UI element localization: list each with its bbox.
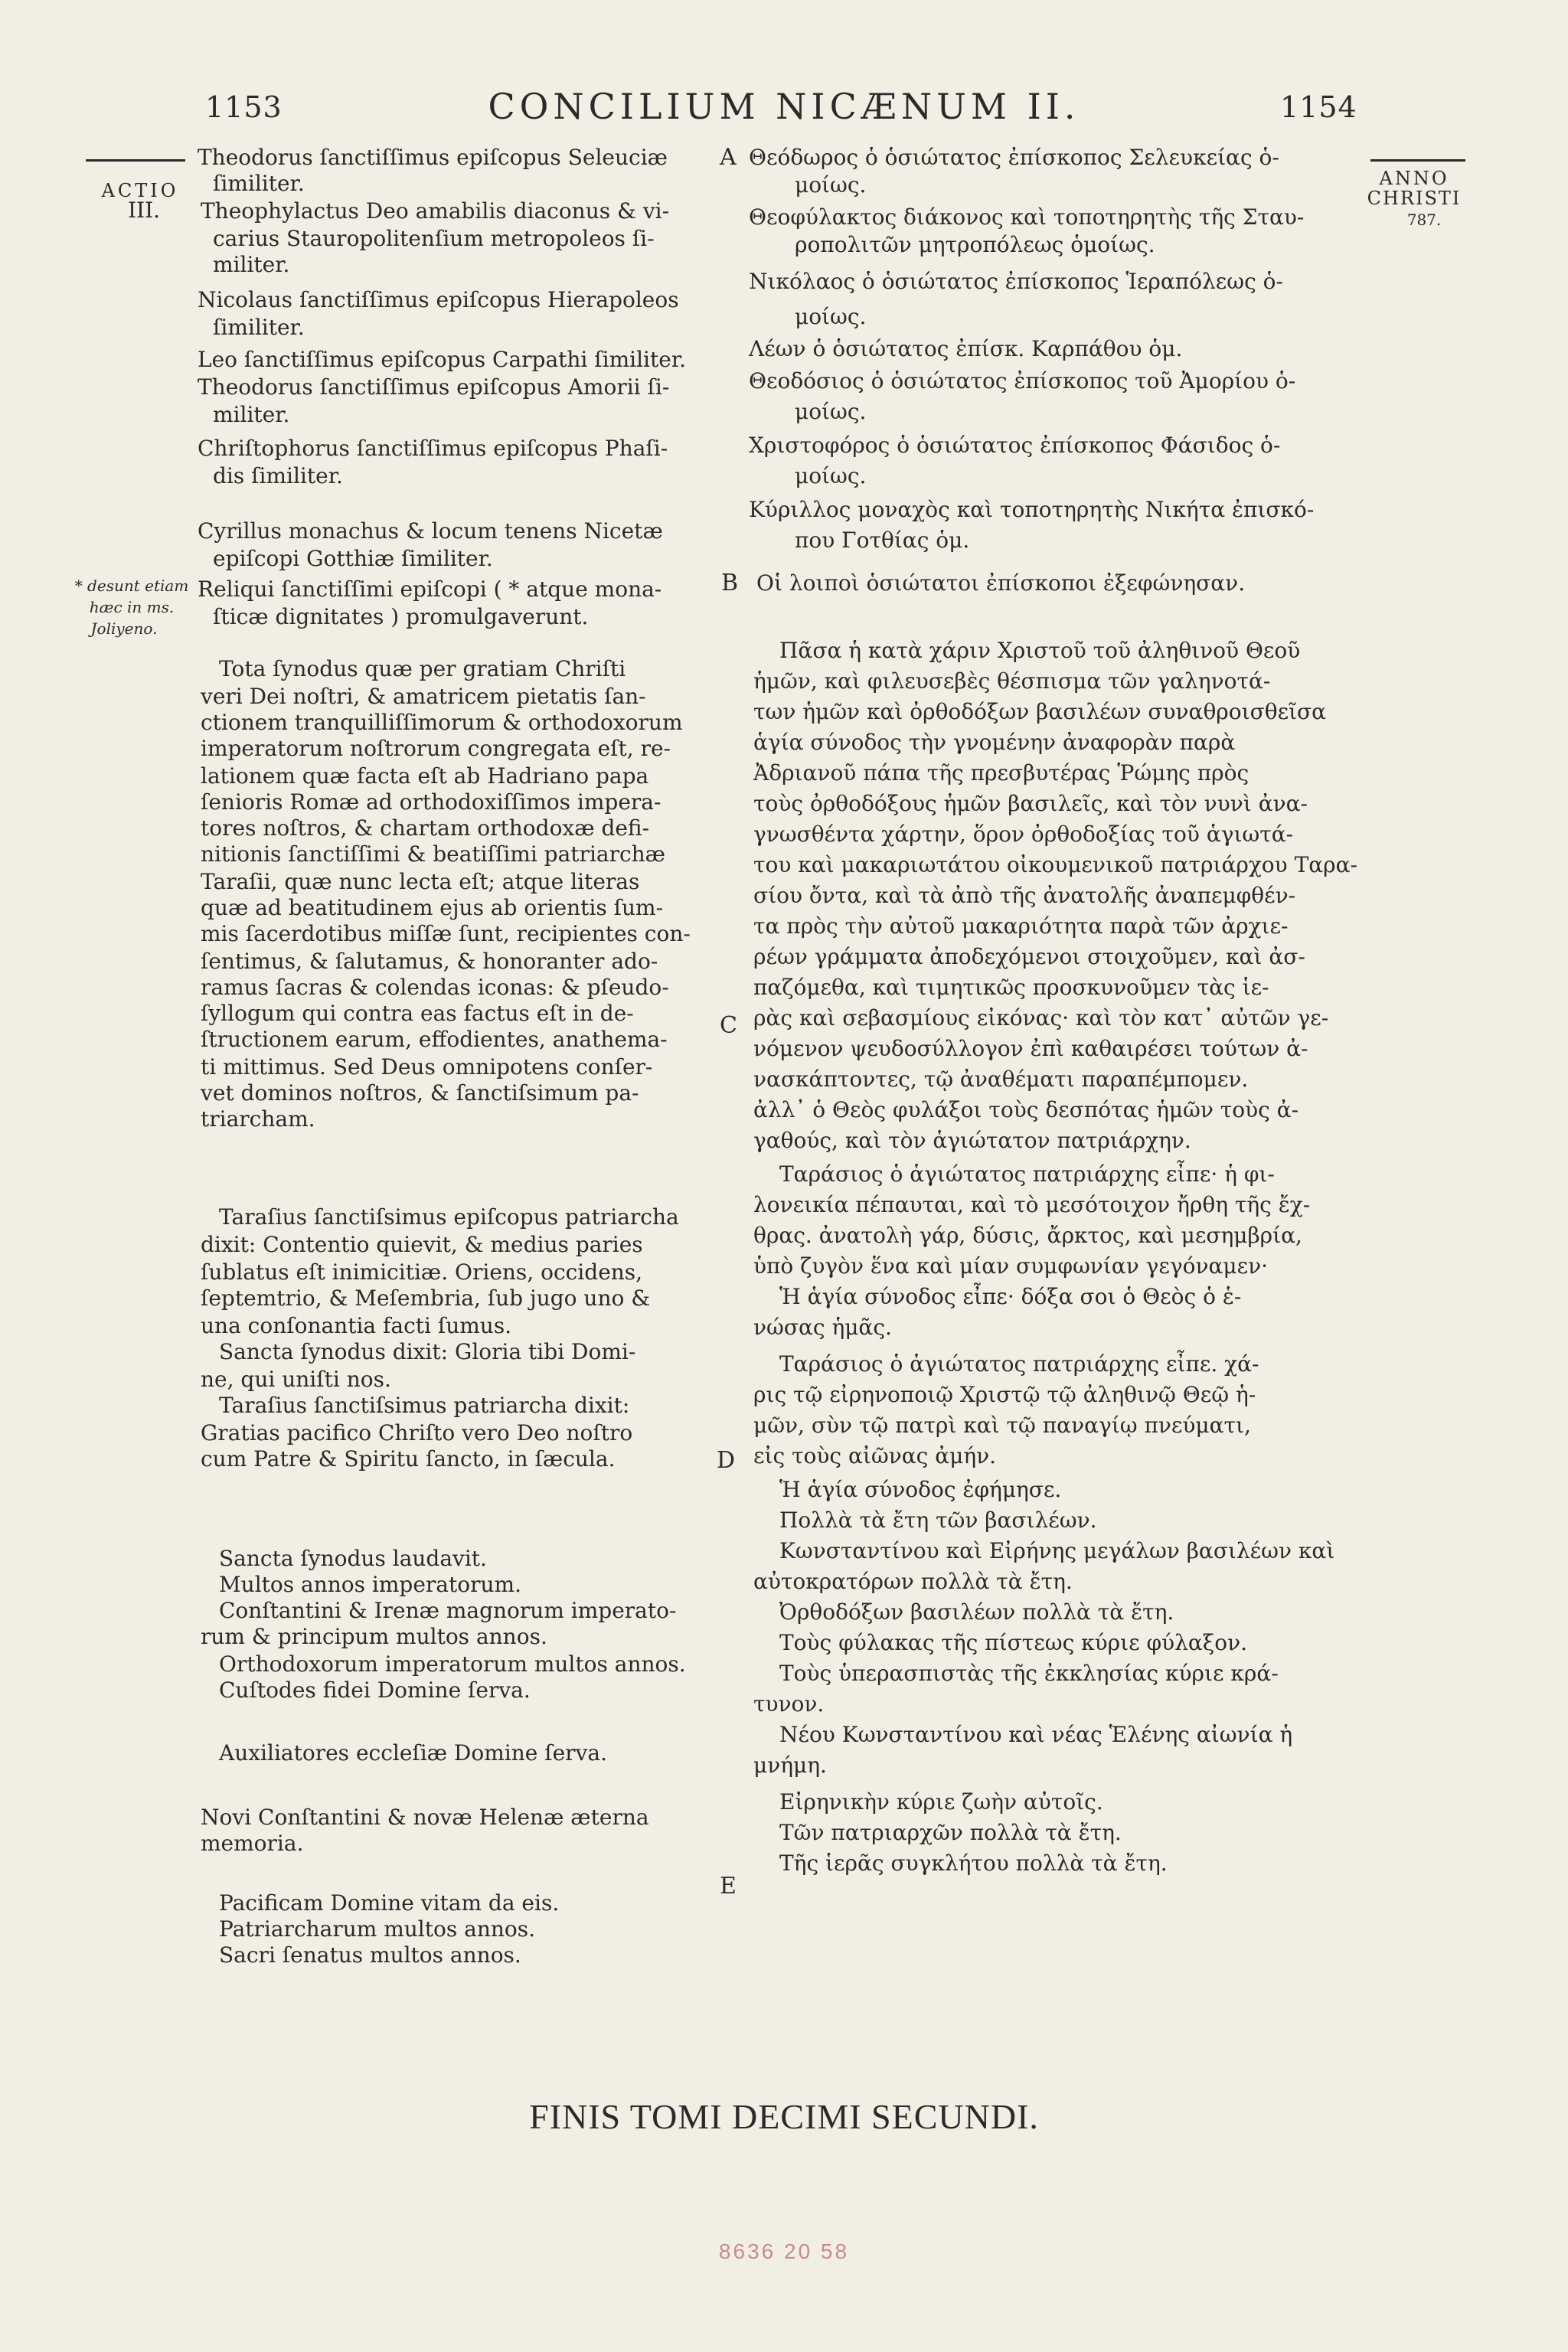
greek-line: Τῆς ἱερᾶς συγκλήτου πολλὰ τὰ ἔτη. [779,1851,1168,1876]
latin-line: Cuſtodes fidei Domine ſerva. [219,1677,531,1703]
latin-line: una conſonantia facti ſumus. [201,1313,512,1338]
greek-line: ροπολιτῶν μητροπόλεως ὁμοίως. [795,232,1155,257]
greek-line: μοίως. [795,304,867,329]
latin-line: vet dominos noſtros, & ſanctiſsimum pa- [201,1080,639,1106]
greek-line: αὐτοκρατόρων πολλὰ τὰ ἔτη. [753,1569,1073,1594]
latin-line: Theophylactus Deo amabilis diaconus & vi- [201,198,670,224]
latin-line: ſimiliter. [213,315,305,340]
latin-line: rum & principum multos annos. [201,1624,547,1649]
latin-line: Sancta ſynodus dixit: Gloria tibi Domi- [219,1339,636,1364]
latin-line: Orthodoxorum imperatorum multos annos. [219,1651,686,1677]
greek-line: Ἡ ἁγία σύνοδος εἶπε· δόξα σοι ὁ Θεὸς ὁ ἑ- [779,1284,1242,1309]
greek-line: τοὺς ὀρθοδόξους ἡμῶν βασιλεῖς, καὶ τὸν νυνὶ ἀνα- [753,791,1308,816]
latin-line: Chriſtophorus ſanctiſſimus epiſcopus Phaſi- [198,436,668,461]
greek-line: μοίως. [795,399,867,424]
latin-line: ſimiliter. [213,171,305,196]
greek-line: Ὀρθοδόξων βασιλέων πολλὰ τὰ ἔτη. [779,1599,1174,1625]
greek-line: γνωσθέντα χάρτην, ὅρον ὀρθοδοξίας τοῦ ἁγιωτά- [753,822,1294,847]
latin-line: triarcham. [201,1106,315,1132]
margin-note-line-2: hæc in ms. [89,598,175,616]
latin-line: Cyrillus monachus & locum tenens Nicetæ [198,518,663,544]
greek-line: ἡμῶν, καὶ φιλευσεβὲς θέσπισμα τῶν γαληνοτά- [753,668,1271,694]
greek-line: των ἡμῶν καὶ ὀρθοδόξων βασιλέων συναθροισθεῖσα [753,699,1327,724]
latin-line: nitionis ſanctiſſimi & beatiſſimi patriarchæ [201,841,666,867]
greek-line: Ἀδριανοῦ πάπα τῆς πρεσβυτέρας Ῥώμης πρὸς [753,760,1250,786]
greek-line: παζόμεθα, καὶ τιμητικῶς προσκυνοῦμεν τὰς ἱε- [753,975,1269,1000]
page-number-right: 1154 [1280,90,1357,124]
latin-line: Taraſius ſanctiſsimus epiſcopus patriarcha [219,1204,679,1230]
page-number-left: 1153 [205,90,283,124]
greek-line: λονεικία πέπαυται, καὶ τὸ μεσότοιχον ἤρθη τῆς ἔχ- [753,1192,1311,1217]
latin-line: Reliqui ſanctiſſimi epiſcopi ( * atque mona- [198,577,662,602]
latin-line: Patriarcharum multos annos. [219,1916,536,1942]
greek-line: Ἡ ἁγία σύνοδος ἐφήμησε. [779,1477,1062,1502]
greek-line: νώσας ἡμᾶς. [753,1315,892,1340]
latin-line: ti mittimus. Sed Deus omnipotens conſer- [201,1054,653,1080]
margin-note-line-3: Joliyeno. [90,619,158,638]
latin-line: Leo ſanctiſſimus epiſcopus Carpathi ſimiliter. [198,347,687,372]
greek-line: Κύριλλος μοναχὸς καὶ τοποτηρητὴς Νικήτα ἐπισκό- [749,497,1315,522]
running-title: CONCILIUM NICÆNUM II. [488,86,1080,127]
latin-line: dis ſimiliter. [213,463,343,488]
latin-line: imperatorum noſtrorum congregata eſt, re- [201,736,671,761]
section-letter-b: B [721,570,739,596]
latin-line: cum Patre & Spiritu ſancto, in ſæcula. [201,1446,616,1472]
latin-line: veri Dei noſtri, & amatricem pietatis ſan- [201,684,646,709]
greek-line: νασκάπτοντες, τῷ ἀναθέματι παραπέμπομεν. [753,1067,1249,1092]
latin-line: Sacri ſenatus multos annos. [219,1942,521,1968]
latin-line: Auxiliatores eccleſiæ Domine ſerva. [219,1740,607,1766]
greek-line: νόμενον ψευδοσύλλογον ἐπὶ καθαιρέσει τούτων ἀ- [753,1036,1308,1061]
latin-line: quæ ad beatitudinem ejus ab orientis ſum- [201,895,664,920]
finis-line: FINIS TOMI DECIMI SECUNDI. [529,2097,1039,2136]
section-letter-d: D [717,1447,736,1474]
latin-line: Multos annos imperatorum. [219,1572,521,1597]
margin-year: 787. [1406,211,1442,229]
greek-line: σίου ὄντα, καὶ τὰ ἀπὸ τῆς ἀνατολῆς ἀναπεμφθέν- [753,883,1296,908]
greek-line: Πᾶσα ἡ κατὰ χάριν Χριστοῦ τοῦ ἀληθινοῦ Θεοῦ [779,638,1301,663]
greek-line: Νέου Κωνσταντίνου καὶ νέας Ἑλένης αἰωνία ἡ [779,1722,1293,1747]
latin-line: lationem quæ facta eſt ab Hadriano papa [201,763,649,789]
latin-line: Pacificam Domine vitam da eis. [219,1890,560,1916]
margin-note-line-1: * desunt etiam [74,577,189,595]
greek-line: μνήμη. [753,1753,827,1778]
greek-line: Θεόδωρος ὁ ὁσιώτατος ἐπίσκοπος Σελευκείας ὁ- [749,145,1279,170]
greek-line: Νικόλαος ὁ ὁσιώτατος ἐπίσκοπος Ἱεραπόλεως ὁ- [749,269,1283,294]
greek-line: τα πρὸς τὴν αὐτοῦ μακαριότητα παρὰ τῶν ἀρχιε- [753,913,1289,939]
greek-line: Τοὺς ὑπερασπιστὰς τῆς ἐκκλησίας κύριε κρά- [779,1661,1279,1686]
greek-line: Ταράσιος ὁ ἁγιώτατος πατριάρχης εἶπε. χά- [779,1351,1259,1377]
section-letter-e: E [720,1873,737,1900]
greek-line: μῶν, σὺν τῷ πατρὶ καὶ τῷ παναγίῳ πνεύματι, [753,1413,1251,1438]
latin-line: ſublatus eſt inimicitiæ. Oriens, occidens, [201,1259,643,1285]
latin-line: tores noſtros, & chartam orthodoxæ defi- [201,815,650,841]
greek-line: γαθούς, καὶ τὸν ἁγιώτατον πατριάρχην. [753,1128,1191,1153]
latin-line: ſenioris Romæ ad orthodoxiſſimos impera- [201,789,662,815]
section-letter-c: C [720,1012,737,1039]
latin-line: epiſcopi Gotthiæ ſimiliter. [213,546,493,571]
greek-line: Θεοδόσιος ὁ ὁσιώτατος ἐπίσκοπος τοῦ Ἀμορίου ὁ- [749,368,1296,394]
margin-actio: ACTIO [101,180,179,201]
latin-line: militer. [213,402,290,427]
latin-line: memoria. [201,1831,304,1856]
latin-line: militer. [213,252,290,277]
latin-line: ſtructionem earum, effodientes, anathema- [201,1027,668,1052]
latin-line: Nicolaus ſanctiſſimus epiſcopus Hierapoleos [198,287,679,312]
greek-line: Κωνσταντίνου καὶ Εἰρήνης μεγάλων βασιλέων καὶ [779,1538,1335,1563]
greek-line: τυνον. [753,1691,825,1717]
greek-line: ὑπὸ ζυγὸν ἕνα καὶ μίαν συμφωνίαν γεγόναμεν· [753,1253,1269,1279]
margin-actio-number: III. [127,198,161,223]
latin-line: Novi Conſtantini & novæ Helenæ æterna [201,1805,649,1830]
greek-line: Χριστοφόρος ὁ ὁσιώτατος ἐπίσκοπος Φάσιδος ὁ- [749,433,1281,458]
greek-line: Λέων ὁ ὁσιώτατος ἐπίσκ. Καρπάθου ὁμ. [749,336,1183,361]
latin-line: ſticæ dignitates ) promulgaverunt. [213,604,589,629]
right-margin-rule [1370,159,1465,162]
greek-line: ρις τῷ εἰρηνοποιῷ Χριστῷ τῷ ἀληθινῷ Θεῷ ἡ- [753,1382,1256,1407]
latin-line: ctionem tranquilliſſimorum & orthodoxorum [201,710,683,735]
latin-line: ramus ſacras & colendas iconas: & pſeudo- [201,975,669,1000]
left-margin-rule [86,159,185,162]
greek-line: Ταράσιος ὁ ἁγιώτατος πατριάρχης εἶπε· ἡ φι- [779,1161,1275,1187]
latin-line: ſyllogum qui contra eas factus eſt in de- [201,1001,634,1026]
latin-line: carius Stauropolitenſium metropoleos ſi- [213,226,655,251]
latin-line: Gratias pacifico Chriſto vero Deo noſtro [201,1420,633,1446]
latin-line: Tota ſynodus quæ per gratiam Chriſti [219,656,626,681]
greek-line: ἀλλ᾽ ὁ Θεὸς φυλάξοι τοὺς δεσπότας ἡμῶν τοὺς ἀ- [753,1097,1299,1122]
greek-line: Τῶν πατριαρχῶν πολλὰ τὰ ἔτη. [779,1820,1122,1845]
library-stamp: 8636 20 58 [718,2239,850,2263]
latin-line: ſentimus, & ſalutamus, & honoranter ado- [201,949,658,974]
latin-line: ſeptemtrio, & Meſembria, ſub jugo uno & [201,1285,651,1311]
greek-line: Οἱ λοιποὶ ὁσιώτατοι ἐπίσκοποι ἐξεφώνησαν. [756,570,1246,596]
latin-line: Taraſius ſanctiſsimus patriarcha dixit: [219,1393,630,1418]
latin-line: mis ſacerdotibus miſſæ ſunt, recipientes con- [201,921,691,946]
greek-line: μοίως. [795,463,867,488]
greek-line: ρέων γράμματα ἀποδεχόμενοι στοιχοῦμεν, καὶ ἀσ- [753,944,1305,969]
greek-line: ρὰς καὶ σεβασμίους εἰκόνας· καὶ τὸν κατ᾽ αὐτῶν γε- [753,1005,1329,1031]
latin-line: Conſtantini & Irenæ magnorum imperato- [219,1598,677,1623]
latin-line: Theodorus ſanctiſſimus epiſcopus Amorii ſi- [198,374,670,400]
latin-line: ne, qui uniſti nos. [201,1367,391,1392]
section-letter-a: A [720,144,737,171]
greek-line: μοίως. [795,172,867,198]
latin-line: Theodorus ſanctiſſimus epiſcopus Seleuciæ [198,145,668,170]
greek-line: Πολλὰ τὰ ἔτη τῶν βασιλέων. [779,1508,1097,1533]
margin-christi: CHRISTI [1367,188,1462,209]
latin-line: Sancta ſynodus laudavit. [219,1546,487,1571]
greek-line: Τοὺς φύλακας τῆς πίστεως κύριε φύλαξον. [779,1630,1248,1655]
greek-line: Θεοφύλακτος διάκονος καὶ τοποτηρητὴς τῆς Σταυ- [749,204,1305,230]
greek-line: εἰς τοὺς αἰῶνας ἀμήν. [753,1443,997,1468]
margin-anno: ANNO [1379,168,1449,189]
greek-line: του καὶ μακαριωτάτου οἰκουμενικοῦ πατριάρχου Ταρα- [753,852,1357,877]
latin-line: Taraſii, quæ nunc lecta eſt; atque literas [201,869,640,894]
greek-line: θρας. ἀνατολὴ γάρ, δύσις, ἄρκτος, καὶ μεσημβρία, [753,1223,1302,1248]
greek-line: Εἰρηνικὴν κύριε ζωὴν αὐτοῖς. [779,1789,1103,1815]
greek-line: ἁγία σύνοδος τὴν γνομένην ἀναφορὰν παρὰ [753,730,1236,755]
greek-line: που Γοτθίας ὁμ. [795,528,970,553]
latin-line: dixit: Contentio quievit, & medius paries [201,1232,643,1257]
